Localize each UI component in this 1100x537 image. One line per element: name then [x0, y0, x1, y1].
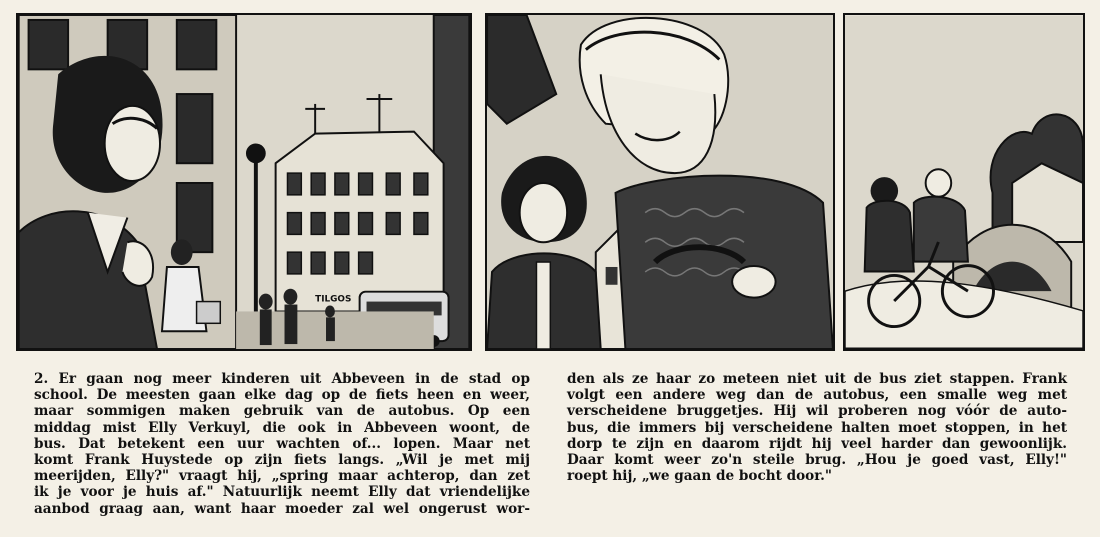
- caption-line: 2. Er gaan nog meer kinderen uit Abbeveen in de stad op: [34, 371, 530, 387]
- caption-line: roept hij, „we gaan de bocht door.": [567, 468, 832, 485]
- comic-panel-bike-bridge: [843, 13, 1085, 351]
- caption-column-left: [34, 371, 530, 517]
- caption-line: meerijden, Elly?" vraagt hij, „spring maar achterop, dan zet: [34, 468, 530, 485]
- caption-line: den als ze haar zo meteen niet uit de bus ziet stappen. Frank: [567, 371, 1067, 387]
- caption-line: dorp te zijn en daarom rijdt hij veel harder dan gewoonlijk.: [567, 435, 1067, 452]
- caption-line: komt Frank Huystede op zijn fiets langs. „Wil je met mij: [34, 452, 530, 469]
- bike-bridge-illustration: [845, 15, 1083, 349]
- caption-line: verscheidene bruggetjes. Hij wil proberen nog vóór de auto-: [567, 403, 1067, 420]
- caption-line: aanbod graag aan, want haar moeder zal wel ongerust wor-: [34, 500, 530, 517]
- caption-line: school. De meesten gaan elke dag op de fiets heen en weer,: [34, 387, 530, 404]
- caption-line: middag mist Elly Verkuyl, die ook in Abbeveen woont, de: [34, 419, 530, 436]
- comic-panel-street: [16, 13, 472, 351]
- caption-line: bus, die immers bij verscheidene halten moet stoppen, in het: [567, 419, 1067, 436]
- frank-illustration: [487, 15, 833, 349]
- shop-sign: TILGOS: [315, 294, 352, 305]
- caption-line: bus. Dat betekent een uur wachten of... lopen. Maar net: [34, 435, 530, 452]
- caption-line: ik je voor je huis af." Natuurlijk neemt Elly dat vriendelijke: [34, 484, 530, 501]
- caption-line: volgt een andere weg dan de autobus, een smalle weg met: [567, 387, 1067, 404]
- street-illustration: [18, 15, 470, 349]
- caption-line: maar sommigen maken gebruik van de autobus. Op een: [34, 403, 530, 420]
- comic-panel-frank: [485, 13, 835, 351]
- caption-line: Daar komt weer zo'n steile brug. „Hou je goed vast, Elly!": [567, 452, 1067, 469]
- caption-column-right: [567, 371, 1067, 484]
